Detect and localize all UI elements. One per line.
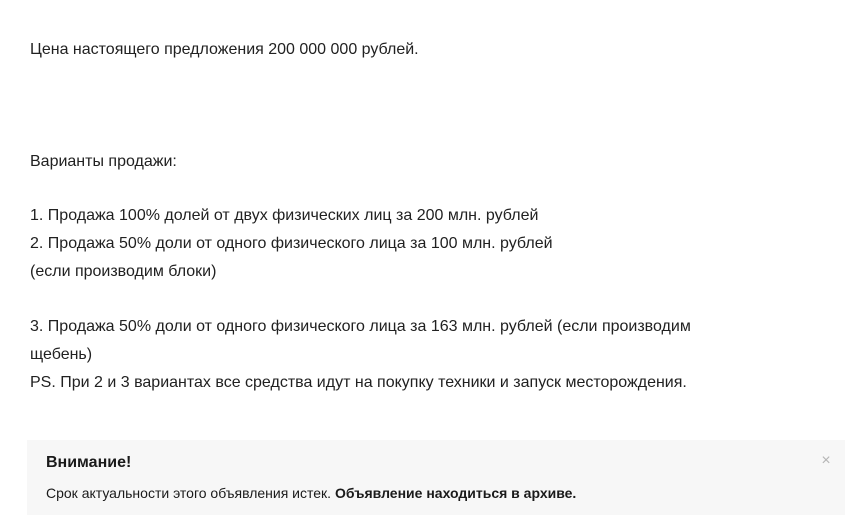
notice-title: Внимание! [46,454,132,471]
sale-variant-1: 1. Продажа 100% долей от двух физических лиц за 200 млн. рублей [30,207,539,224]
notice-body-text: Срок актуальности этого объявления истек. [46,485,332,501]
sale-variant-3-continued: щебень) [30,346,93,363]
sale-variant-2-note: (если производим блоки) [30,263,217,280]
sale-variant-2: 2. Продажа 50% доли от одного физического лица за 100 млн. рублей [30,235,553,252]
archive-notice [27,440,845,515]
notice-body-bold: Объявление находиться в архиве. [334,485,577,501]
notice-body [46,485,576,501]
sale-variants-heading: Варианты продажи: [30,153,177,170]
price-text: Цена настоящего предложения 200 000 000 рублей. [30,41,419,58]
sale-variant-3: 3. Продажа 50% доли от одного физического лица за 163 млн. рублей (если производим [30,318,691,335]
close-icon[interactable]: × [821,452,831,469]
postscript-text: PS. При 2 и 3 вариантах все средства идут на покупку техники и запуск месторождения. [30,374,687,391]
